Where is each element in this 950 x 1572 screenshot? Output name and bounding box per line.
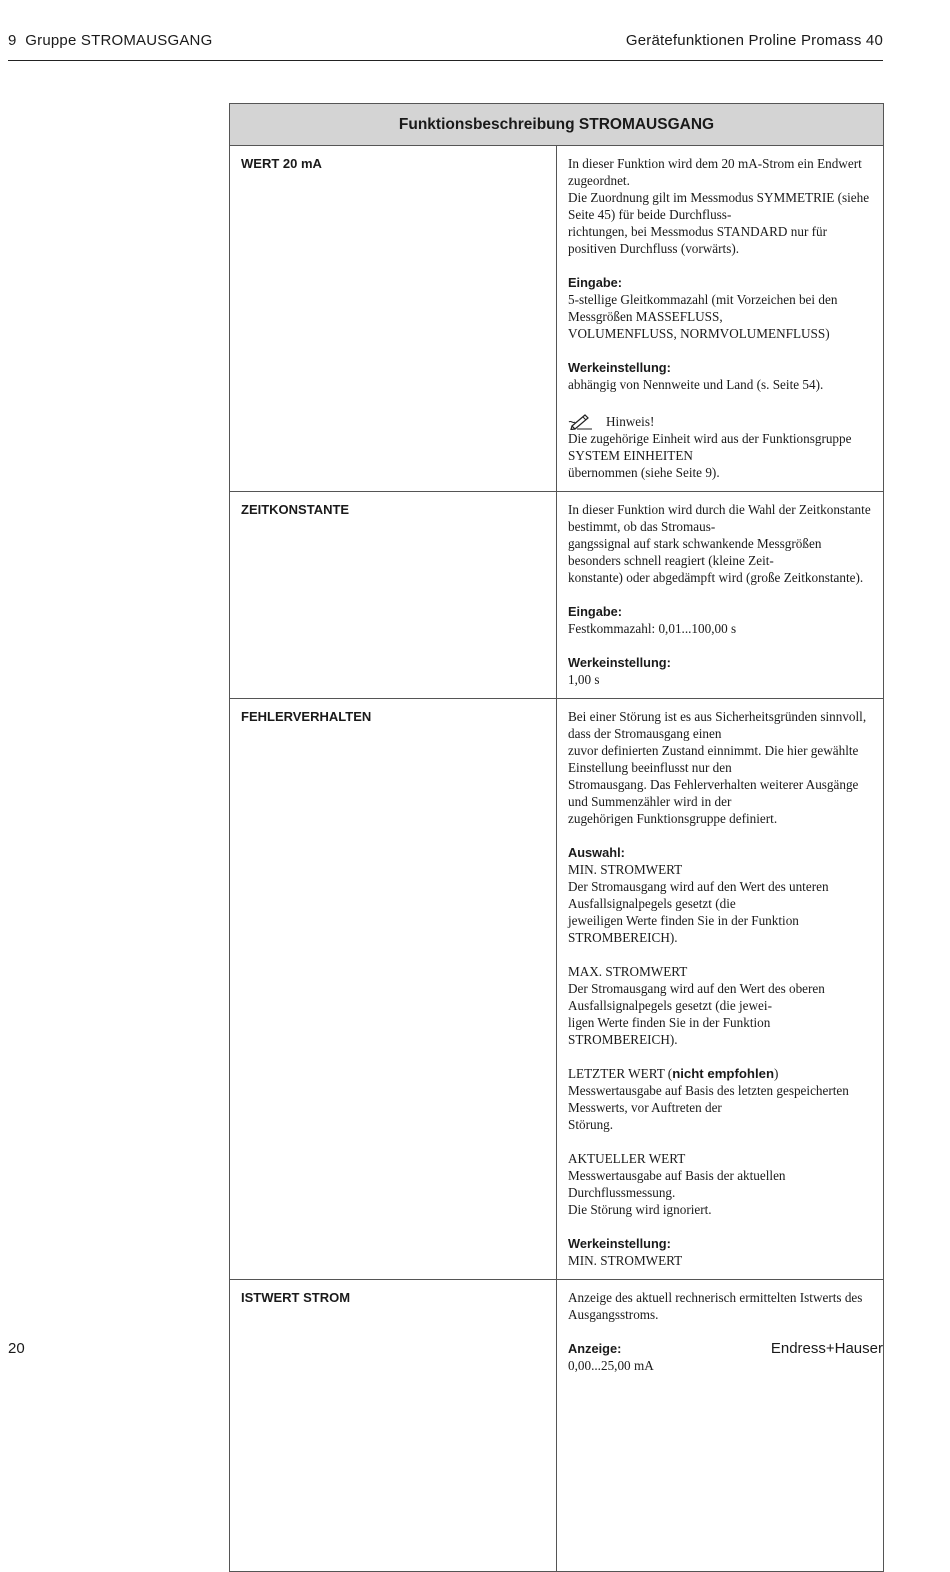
table-row-zeitkonstante xyxy=(230,492,884,699)
option-title: AKTUELLER WERT xyxy=(568,1151,686,1166)
option-title-part: LETZTER WERT ( xyxy=(568,1066,673,1081)
default-heading: Werkeinstellung: xyxy=(568,360,671,375)
intro-line: Stromausgang. Das Fehlerverhalten weiterer Ausgänge und Summenzähler wird in der xyxy=(568,777,859,809)
intro-line: In dieser Funktion wird durch die Wahl der Zeitkonstante bestimmt, ob das Stromaus- xyxy=(568,502,871,534)
intro-line: richtungen, bei Messmodus STANDARD nur für positiven Durchfluss (vorwärts). xyxy=(568,224,828,256)
option-description: Der Stromausgang wird auf den Wert des unteren Ausfallsignalpegels gesetzt (die xyxy=(568,879,829,911)
option-description: Störung. xyxy=(568,1117,614,1132)
option-title: MAX. STROMWERT xyxy=(568,964,688,979)
function-name-fehlerverhalten: FEHLERVERHALTEN xyxy=(230,699,557,1280)
page-header xyxy=(8,32,883,61)
brand-name: Endress+Hauser xyxy=(770,1340,883,1357)
input-heading: Eingabe: xyxy=(568,604,623,619)
input-line: 5-stellige Gleitkommazahl (mit Vorzeichen bei den Messgrößen MASSEFLUSS, xyxy=(568,292,838,324)
option-description: ligen Werte finden Sie in der Funktion STROMBEREICH). xyxy=(568,1015,771,1047)
intro-line: konstante) oder abgedämpft wird (große Zeitkonstante). xyxy=(568,570,864,585)
header-document-title: Gerätefunktionen Proline Promass 40 xyxy=(625,32,883,49)
page-number: 20 xyxy=(8,1340,25,1357)
table-title: Funktionsbeschreibung STROMAUSGANG xyxy=(230,104,884,146)
header-section-title: 9 Gruppe STROMAUSGANG xyxy=(8,32,213,49)
intro-line: gangssignal auf stark schwankende Messgrößen besonders schnell reagiert (kleine Zeit- xyxy=(568,536,822,568)
input-line: VOLUMENFLUSS, NORMVOLUMENFLUSS) xyxy=(568,326,830,341)
table-row-wert-20ma xyxy=(230,146,884,492)
default-heading: Werkeinstellung: xyxy=(568,1236,671,1251)
note-line: übernommen (siehe Seite 9). xyxy=(568,465,720,480)
input-value: Festkommazahl: 0,01...100,00 s xyxy=(568,621,737,636)
display-value: 0,00...25,00 mA xyxy=(568,1358,654,1373)
note-line xyxy=(568,410,872,430)
function-description-zeitkonstante xyxy=(557,492,884,699)
note-label: Hinweis! xyxy=(606,414,655,429)
function-description-istwert-strom xyxy=(557,1280,884,1572)
option-description: jeweiligen Werte finden Sie in der Funktion STROMBEREICH). xyxy=(568,913,799,945)
option-title-part: ) xyxy=(774,1066,779,1081)
default-value: 1,00 s xyxy=(568,672,600,687)
function-name-zeitkonstante: ZEITKONSTANTE xyxy=(230,492,557,699)
note-line: Die zugehörige Einheit wird aus der Funktionsgruppe SYSTEM EINHEITEN xyxy=(568,431,852,463)
option-description: Die Störung wird ignoriert. xyxy=(568,1202,712,1217)
option-description: Messwertausgabe auf Basis des letzten gespeicherten Messwerts, vor Auftreten der xyxy=(568,1083,849,1115)
display-heading: Anzeige: xyxy=(568,1341,622,1356)
intro-line: zuvor definierten Zustand einnimmt. Die hier gewählte Einstellung beeinflusst nur den xyxy=(568,743,859,775)
selection-heading: Auswahl: xyxy=(568,845,625,860)
option-description: Der Stromausgang wird auf den Wert des oberen Ausfallsignalpegels gesetzt (die jewei- xyxy=(568,981,825,1013)
intro-line: In dieser Funktion wird dem 20 mA-Strom ein Endwert zugeordnet. xyxy=(568,156,862,188)
function-name-wert-20ma: WERT 20 mA xyxy=(230,146,557,492)
input-heading: Eingabe: xyxy=(568,275,623,290)
option-description: Messwertausgabe auf Basis der aktuellen Durchflussmessung. xyxy=(568,1168,786,1200)
default-value: MIN. STROMWERT xyxy=(568,1253,683,1268)
default-heading: Werkeinstellung: xyxy=(568,655,671,670)
function-description-wert-20ma xyxy=(557,146,884,492)
intro-line: Bei einer Störung ist es aus Sicherheitsgründen sinnvoll, dass der Stromausgang einen xyxy=(568,709,867,741)
function-name-istwert-strom: ISTWERT STROM xyxy=(230,1280,557,1572)
not-recommended-label: nicht empfohlen xyxy=(672,1066,775,1081)
default-value: abhängig von Nennweite und Land (s. Seite 54). xyxy=(568,377,824,392)
intro-line: Anzeige des aktuell rechnerisch ermittelten Istwerts des Ausgangsstroms. xyxy=(568,1290,863,1322)
intro-line: zugehörigen Funktionsgruppe definiert. xyxy=(568,811,778,826)
option-title xyxy=(568,1065,872,1082)
table-row-istwert-strom xyxy=(230,1280,884,1572)
function-description-fehlerverhalten xyxy=(557,699,884,1280)
table-row-fehlerverhalten xyxy=(230,699,884,1280)
intro-line: Die Zuordnung gilt im Messmodus SYMMETRIE (siehe Seite 45) für beide Durchfluss- xyxy=(568,190,870,222)
pencil-note-icon xyxy=(568,412,594,430)
option-title: MIN. STROMWERT xyxy=(568,862,683,877)
